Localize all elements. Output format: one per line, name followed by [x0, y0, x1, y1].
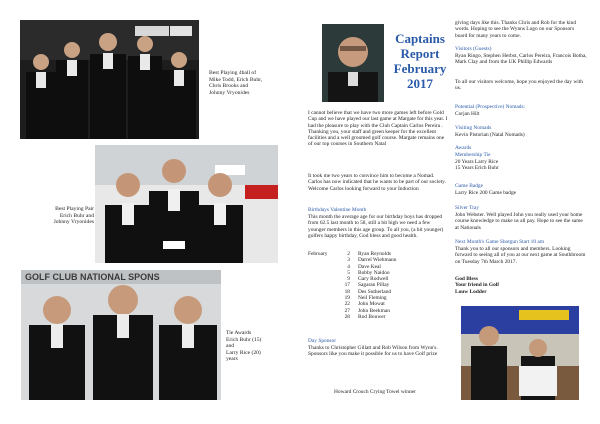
- day-sponsor-text: Thanks to Christopher Gillatt and Rob Wilson from Wynn's. Sponsors like you make it possible for us to have Golf prize: [308, 345, 438, 358]
- membership-heading: Membership Tie: [455, 152, 491, 158]
- badge-text: Larry Rice 200 Game badge: [455, 190, 517, 196]
- day-sponsor-heading: Day Sponsor: [308, 338, 337, 344]
- caption-tie-awards: Tie Awards Erich Buhr (15) and Larry Rice (20) years: [226, 330, 262, 363]
- birthday-row: 4 Dave Keal: [347, 263, 381, 270]
- birthday-row: 5 Bobby Naidoo: [347, 269, 390, 276]
- towel-caption: Howard Crouch Crying Towel winner: [334, 389, 416, 395]
- report-title: Captains Report February 2017: [393, 31, 447, 91]
- badge-heading: Game Badge: [455, 183, 483, 189]
- membership-text: 20 Years Larry Rice 15 Years Erich Buhr: [455, 159, 499, 172]
- photo-tie-awards: [21, 270, 221, 400]
- awards-heading: Awards: [455, 145, 472, 151]
- birthday-row: 9 Gary Rodwell: [347, 276, 389, 283]
- photo-best-pair: [95, 145, 278, 263]
- birthday-table: [308, 251, 448, 320]
- visitors-welcome: To all our visitors welcome, hope you enjoyed the day with us.: [455, 79, 583, 92]
- visitors-text: Ryan Ringo, Stephen Herbst, Carlos Pereira, Francois Botha, Mark Clay and from the UK Phillip Edwards: [455, 53, 587, 66]
- birthday-row: 27 John Beekman: [344, 307, 390, 314]
- captain-portrait: [322, 24, 384, 102]
- silver-text: John Webster. Well played John you really used your home course knowledge to make us all pay. Hope to see the same at Nationals: [455, 212, 583, 231]
- next-game-heading: Next Month's Game Shotgun Start 10 am: [455, 239, 545, 245]
- visiting-text: Kevin Pistorian (Natal Nomads): [455, 132, 525, 138]
- caption-best-pair: Best Playing Pair Erich Buhr and Johnny Vryonides: [53, 206, 94, 226]
- signoff: God Bless Your friend in Golf Louw Lodder: [455, 276, 500, 295]
- birthday-row: February 2 Ryan Reynolds: [308, 251, 391, 257]
- photo-best-4ball: [20, 20, 199, 139]
- photo-towel-winner: [461, 306, 579, 400]
- birthday-text: This month the average age for our birthday boys has dropped from 62.5 last month to 58, still a bit high we need a few younger members in this age group. To all you, (a bit younger) golfers happy birthday, God bless and good health.: [308, 214, 444, 239]
- birthday-row: 17 Sagaran Pillay: [344, 282, 390, 289]
- visitors-heading: Visitors (Guests): [455, 46, 492, 52]
- intro-paragraph-2: It took me two years to convince him to become a Nomad. Carlos has now indicated that he wants to be part of our society. Welcome Carlos looking forward to your Induction: [308, 173, 446, 192]
- caption-best-4ball: Best Playing 4ball of Mike Todd, Erich Buhr, Chris Brooks and Johnny Vryonides: [209, 70, 263, 96]
- intro-paragraph: I cannot believe that we have two more games left before Gold Cup and we have played our last game at Margate for this year. I had the pleasure to play with the Club Captain Carlos Pereira . Thanking you, your staff and green keeper for the excellent facilities and a well groomed golf course. Margate remains one of our top courses in Southern Natal: [308, 110, 448, 148]
- next-game-text: Thank you to all our sponsors and members. Looking forward to seeing all of you at our next game at Southbroom on Tuesday 7th March 2017.: [455, 246, 586, 265]
- sponsor-banner: GOLF CLUB NATIONAL SPONS: [25, 272, 160, 282]
- birthday-row: 19 Neil Fleming: [344, 295, 387, 302]
- birthday-row: 3 Darrel Wiehmann: [347, 257, 397, 264]
- col3-top-text: giving days like this. Thanks Chris and Rob for the kind words. Hoping to see the Wynns Logo on our Sponsors board for many years to come.: [455, 20, 577, 39]
- potential-text: Corjan Hilt: [455, 111, 480, 117]
- birthday-heading: Birthdays Valentine Month: [308, 207, 367, 213]
- silver-heading: Silver Tray: [455, 205, 480, 211]
- birthday-row: 28 Rod Bouwer: [344, 313, 386, 320]
- birthday-row: 18 Des Sutherland: [344, 288, 392, 295]
- potential-heading: Potential (Prospective) Nomads:: [455, 104, 526, 110]
- visiting-heading: Visiting Nomads: [455, 125, 492, 131]
- birthday-row: 22 John Mowat: [344, 301, 385, 308]
